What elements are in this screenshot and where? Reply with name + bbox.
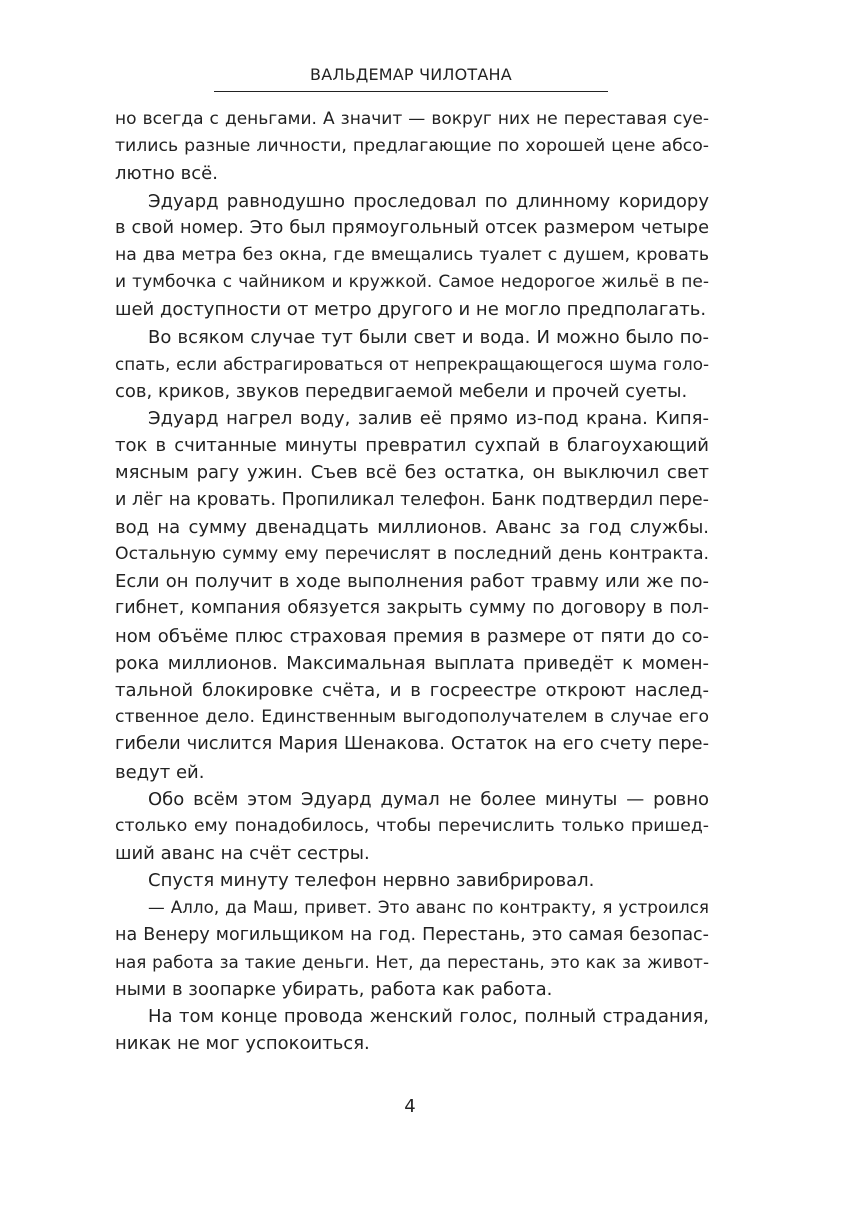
text-line: Остальную сумму ему перечислят в последний день контракта. — [115, 544, 709, 564]
paragraph — [115, 405, 709, 786]
text-line: шей доступности от метро другого и не могло предполагать. — [115, 299, 707, 321]
text-line: и лёг на кровать. Пропиликал телефон. Банк подтвердил пере- — [115, 489, 709, 510]
paragraph — [115, 188, 709, 324]
text-line: на Венеру могильщиком на год. Перестань, это самая безопас- — [115, 924, 709, 945]
paragraph — [115, 106, 709, 188]
text-line: мясным рагу ужин. Съев всё без остатка, он выключил свет — [115, 462, 709, 484]
text-line: столько ему понадобилось, чтобы перечислить только пришед- — [115, 815, 709, 836]
text-line: Обо всём этом Эдуард думал не более минуты — ровно — [148, 788, 709, 810]
running-header — [214, 62, 608, 92]
text-line: тились разные личности, предлагающие по хорошей цене абсо- — [115, 136, 709, 157]
text-line: тальной блокировке счёта, и в госреестре откроют наслед- — [115, 679, 709, 701]
text-line: никак не мог успокоиться. — [115, 1033, 370, 1055]
text-line: ственное дело. Единственным выгодополучателем в случае его — [115, 707, 709, 728]
text-line: Если он получит в ходе выполнения работ травму или же по- — [115, 571, 709, 593]
paragraph — [115, 867, 709, 894]
header-rule — [214, 91, 608, 92]
paragraph — [115, 894, 709, 1003]
text-line: ший аванс на счёт сестры. — [115, 843, 370, 865]
text-line: Во всяком случае тут были свет и вода. И можно было по- — [148, 326, 709, 348]
text-line: гибнет, компания обязуется закрыть сумму по договору в пол- — [115, 598, 709, 619]
text-line: На том конце провода женский голос, полный страдания, — [148, 1006, 709, 1028]
text-line: ная работа за такие деньги. Нет, да перестань, это как за живот- — [115, 951, 709, 972]
running-title: ВАЛЬДЕМАР ЧИЛОТАНА — [310, 65, 512, 84]
text-line: Спустя минуту телефон нервно завибрировал. — [148, 870, 595, 892]
text-line: Эдуард равнодушно проследовал по длинному коридору — [148, 190, 709, 212]
text-line: сов, криков, звуков передвигаемой мебели и прочей суеты. — [115, 380, 688, 402]
text-line: ведут ей. — [115, 761, 205, 783]
text-line: в свой номер. Это был прямоугольный отсек размером четыре — [115, 217, 709, 238]
text-line: ном объёме плюс страховая премия в размере от пяти до со- — [115, 625, 709, 647]
paragraph — [115, 1003, 709, 1057]
text-line: ными в зоопарке убирать, работа как работа. — [115, 979, 553, 1000]
text-line: лютно всё. — [115, 163, 218, 185]
text-line: гибели числится Мария Шенакова. Остаток на его счету пере- — [115, 734, 709, 755]
text-line: спать, если абстрагироваться от непрекращающегося шума голо- — [115, 353, 709, 374]
text-line: — Алло, да Маш, привет. Это аванс по контракту, я устроился — [148, 897, 709, 918]
text-line: и тумбочка с чайником и кружкой. Самое недорогое жильё в пе- — [115, 272, 709, 293]
page-number: 4 — [404, 1096, 416, 1117]
text-line: Эдуард нагрел воду, залив её прямо из-под крана. Кипя- — [148, 408, 709, 430]
text-line: рока миллионов. Максимальная выплата приведёт к момен- — [115, 652, 709, 674]
paragraph — [115, 324, 709, 406]
body-text — [115, 106, 709, 1058]
text-line: вод на сумму двенадцать миллионов. Аванс за год службы. — [115, 516, 709, 538]
text-line: на два метра без окна, где вмещались туалет с душем, кровать — [115, 244, 709, 265]
text-line: ток в считанные минуты превратил сухпай в благоухающий — [115, 435, 709, 457]
paragraph — [115, 786, 709, 868]
text-line: но всегда с деньгами. А значит — вокруг них не переставая суе- — [115, 109, 709, 129]
